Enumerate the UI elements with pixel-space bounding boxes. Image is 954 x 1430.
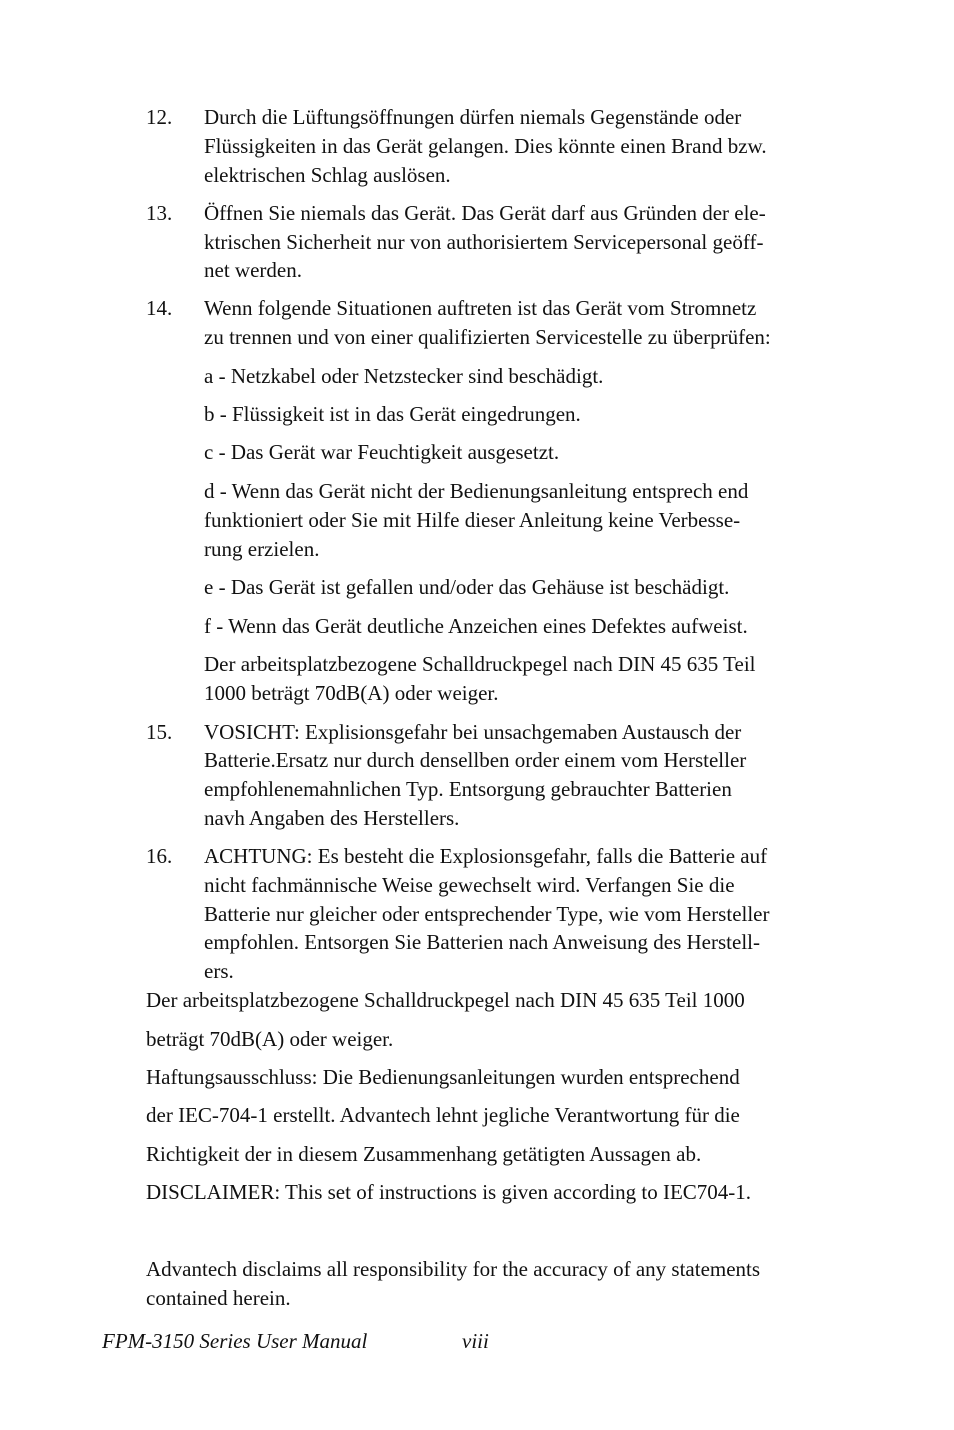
- item-text-line: net werden.: [204, 258, 302, 282]
- footer-page-number: viii: [462, 1329, 489, 1353]
- item-number: 16.: [146, 844, 173, 868]
- item-number: 12.: [146, 105, 173, 129]
- footer-manual-title: FPM-3150 Series User Manual: [102, 1329, 368, 1353]
- sub-item-f: f - Wenn das Gerät deutliche Anzeichen eines Defektes aufweist.: [204, 614, 748, 638]
- item-text-line: ACHTUNG: Es besteht die Explosionsgefahr, falls die Batterie auf: [204, 844, 768, 868]
- haftung-text: Haftungsausschluss: Die Bedienungsanleitungen wurden entsprechend: [146, 1065, 740, 1089]
- item-text-line: Flüssigkeiten in das Gerät gelangen. Dies könnte einen Brand bzw.: [204, 134, 767, 158]
- noise-level-text: Der arbeitsplatzbezogene Schalldruckpegel nach DIN 45 635 Teil 1000: [146, 988, 745, 1012]
- item-text-line: Batterie.Ersatz nur durch densellben order einem vom Hersteller: [204, 748, 747, 772]
- item-text-line: Batterie nur gleicher oder entsprechender Type, wie vom Hersteller: [204, 902, 770, 926]
- item-text-line: nicht fachmännische Weise gewechselt wird. Verfangen Sie die: [204, 873, 735, 897]
- item-text-line: elektrischen Schlag auslösen.: [204, 163, 451, 187]
- disclaimer-text: DISCLAIMER: This set of instructions is given according to IEC704-1.: [146, 1180, 752, 1204]
- item-text-line: empfohlen. Entsorgen Sie Batterien nach Anweisung des Herstell-: [204, 930, 760, 954]
- advantech-disclaimer-text: Advantech disclaims all responsibility for the accuracy of any statements: [146, 1257, 761, 1281]
- item-number: 13.: [146, 201, 173, 225]
- item-number: 14.: [146, 296, 173, 320]
- item-number: 15.: [146, 720, 173, 744]
- sub-item-a: a - Netzkabel oder Netzstecker sind beschädigt.: [204, 364, 604, 388]
- sub-item-b: b - Flüssigkeit ist in das Gerät eingedrungen.: [204, 402, 581, 426]
- item-text-line: Öffnen Sie niemals das Gerät. Das Gerät darf aus Gründen der ele-: [204, 201, 766, 225]
- haftung-text: der IEC-704-1 erstellt. Advantech lehnt jegliche Verantwortung für die: [146, 1103, 740, 1127]
- sub-item-d: rung erzielen.: [204, 537, 320, 561]
- item-text-line: VOSICHT: Explisionsgefahr bei unsachgemaben Austausch der: [204, 720, 742, 744]
- haftung-text: Richtigkeit der in diesem Zusammenhang getätigten Aussagen ab.: [146, 1142, 702, 1166]
- noise-level-text: beträgt 70dB(A) oder weiger.: [146, 1027, 394, 1051]
- advantech-disclaimer-text: contained herein.: [146, 1286, 291, 1310]
- sub-item-note: Der arbeitsplatzbezogene Schalldruckpegel nach DIN 45 635 Teil: [204, 652, 756, 676]
- item-text-line: navh Angaben des Herstellers.: [204, 806, 460, 830]
- sub-item-d: d - Wenn das Gerät nicht der Bedienungsanleitung entsprech end: [204, 479, 749, 503]
- item-text-line: Wenn folgende Situationen auftreten ist das Gerät vom Stromnetz: [204, 296, 757, 320]
- item-text-line: ers.: [204, 959, 234, 983]
- item-text-line: ktrischen Sicherheit nur von authorisiertem Servicepersonal geöff-: [204, 230, 764, 254]
- sub-item-c: c - Das Gerät war Feuchtigkeit ausgesetzt.: [204, 440, 560, 464]
- sub-item-e: e - Das Gerät ist gefallen und/oder das Gehäuse ist beschädigt.: [204, 575, 730, 599]
- item-text-line: zu trennen und von einer qualifizierten Servicestelle zu überprüfen:: [204, 325, 771, 349]
- item-text-line: empfohlenemahnlichen Typ. Entsorgung gebrauchter Batterien: [204, 777, 732, 801]
- sub-item-note: 1000 beträgt 70dB(A) oder weiger.: [204, 681, 499, 705]
- item-text-line: Durch die Lüftungsöffnungen dürfen niemals Gegenstände oder: [204, 105, 742, 129]
- sub-item-d: funktioniert oder Sie mit Hilfe dieser Anleitung keine Verbesse-: [204, 508, 741, 532]
